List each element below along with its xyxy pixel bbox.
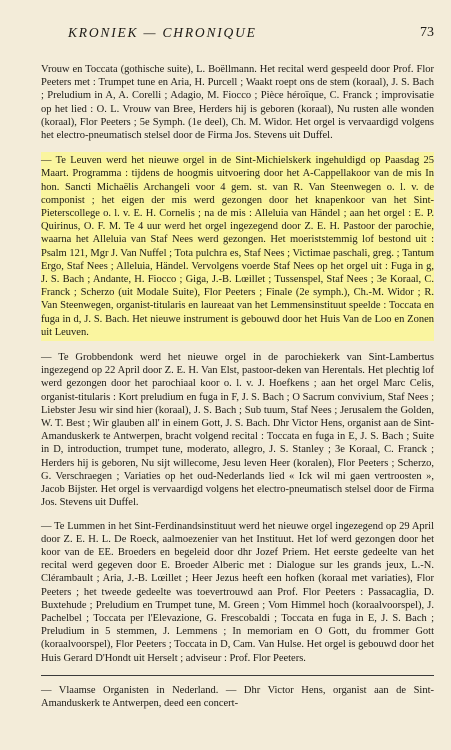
paragraph-intro: Vrouw en Toccata (gothische suite), L. Boëllmann. Het recital werd gespeeld door Prof. Flor Peeters met : Trumpet tune en Aria, H. Purcell ; Waakt roept ons de stem (koraal), J. S. Bach ; Preludium in A, A. Corelli ; Adagio, M. Fiocco ; Pièce héroïque, C. Franck ; improvisatie op het lied : O. L. Vrouw van Bree, Herders hij is geboren (koraal), Nu rusten alle wonden (koraal), Flor Peeters ; 5e Symph. (1e deel), Ch. M. Widor. Het orgel is vervaardigd volgens het electro-pneumatisch stelsel door de Firma Jos. Stevens uit Duffel. — [41, 64, 434, 142]
section-divider — [41, 675, 434, 676]
paragraph-grobbendonk: — Te Grobbendonk werd het nieuwe orgel in de parochiekerk van Sint-Lambertus ingezegend op 22 April door Z. E. H. Van Elst, pastoor-deken van Herentals. Het plechtig lof werd gezongen door het parochiaal koor o. l. v. J. Hoefkens ; aan het orgel Marc Celis, organist-titularis : Kort preludium en fuga in F, J. S. Bach ; O Sacrum convivium, Staf Nees ; Liebster Jesu wir sind hier (koraal), J. S. Bach ; Sub tuum, Staf Nees ; Jerusalem the Golden, W. T. Best ; Wir glauben all' in einem Gott, J. S. Bach. Dhr Victor Hens, organist aan de Sint-Amanduskerk te Antwerpen, bracht volgend recital : Toccata en fuga in E, J. S. Bach ; Suite in D, introduction, trumpet tune, moderato, allegro, J. S. Stanley ; 3e Koraal, C. Franck ; Herders hij is geboren, Nu sijt willecome, Jesu leven Heer (koralen), Flor Peeters ; Scherzo, G. Verschraegen ; Variaties op het oud-Nederlands lied « Ick wil mi gaen vertroosten », Jacob Bijster. Het orgel is vervaardigd volgens het electro-pneumatisch stelsel door de Firma Jos. Stevens uit Duffel. — [41, 352, 434, 509]
article-body — [41, 63, 434, 720]
running-header — [68, 25, 434, 45]
page-number: 73 — [420, 25, 434, 40]
running-title: KRONIEK — CHRONIQUE — [68, 25, 257, 40]
paragraph-vlaamse-organisten: — Vlaamse Organisten in Nederland. — Dhr Victor Hens, organist aan de Sint-Amanduskerk te Antwerpen, deed een concert- — [41, 684, 434, 709]
paragraph-lummen: — Te Lummen in het Sint-Ferdinandsinstituut werd het nieuwe orgel ingezegend op 29 April door Z. E. H. L. De Roeck, aalmoezenier van het Instituut. Het lof werd gezongen door het koor van de EE. Broeders en begeleid door dhr Jozef Priem. Het eerste gedeelte van het recital werd gegeven door E. Broeder Alberic met : Dialogue sur les grands jeux, L.-N. Clérambault ; Aria, J.-B. Lœillet ; Heer Jezus heeft een hofken (koraal met variaties), Flor Peeters ; het tweede gedeelte was toevertrouwd aan Prof. Flor Peeters : Passacaglia, D. Buxtehude ; Preludium en Trumpet tune, M. Green ; Vom Himmel hoch (koraalvoorspel), J. Pachelbel ; Toccata per l'Elevazione, G. Frescobaldi ; Toccata en fuga in E, J. S. Bach ; Preludium in 5 stemmen, J. Lemmens ; In memoriam en O Gott, du frommer Gott (koraalvoorspel), Flor Peeters ; Toccata in D, Cam. Van Hulse. Het orgel is gebouwd door het Huis Gerard D'Hondt uit Herselt ; adviseur : Prof. Flor Peeters. — [41, 520, 434, 664]
paragraph-leuven: — Te Leuven werd het nieuwe orgel in de Sint-Michielskerk ingehuldigd op Paasdag 25 Maart. Programma : tijdens de hoogmis uitvoering door het A-Cappellakoor van de mis In hon. Sancti Michaëlis Archangeli voor 4 gem. st. van R. Van Steenwegen o. l. v. de componist ; het eigen der mis werd gezongen door het knapenkoor van het Sint-Pieterscollege o. l. v. E. H. Cornelis ; na de mis : Alleluia van Händel ; aan het orgel : E. P. Quirinus, O. F. M. Te 4 uur werd het orgel ingezegend door Z. E. H. Pastoor der parochie, waarna het Alleluia van Staf Nees werd gezongen. Het moeriststemmig lof bestond uit : Psalm 121, Mgr J. Van Nuffel ; Tota pulchra es, Staf Nees ; Victimae paschali, greg. ; Tantum Ergo, Staf Nees ; Alleluia, Händel. Vervolgens voerde Staf Nees op het orgel uit : Fuga in g, J. S. Bach ; Andante, H. Fiocco ; Giga, J.-B. Lœillet ; Tussenspel, Staf Nees ; 3e Koraal, C. Franck ; Scherzo (uit Modale Suite), Flor Peeters ; Finale (2e symph.), Ch.-M. Widor ; R. Van Steenwegen, organist-titularis en laureaat van het Lemmensinstituut speelde : Toccata en fuga in d, J. S. Bach. Het nieuwe instrument is gebouwd door het Huis Van de Loo en Zonen uit Leuven. — [41, 152, 434, 341]
